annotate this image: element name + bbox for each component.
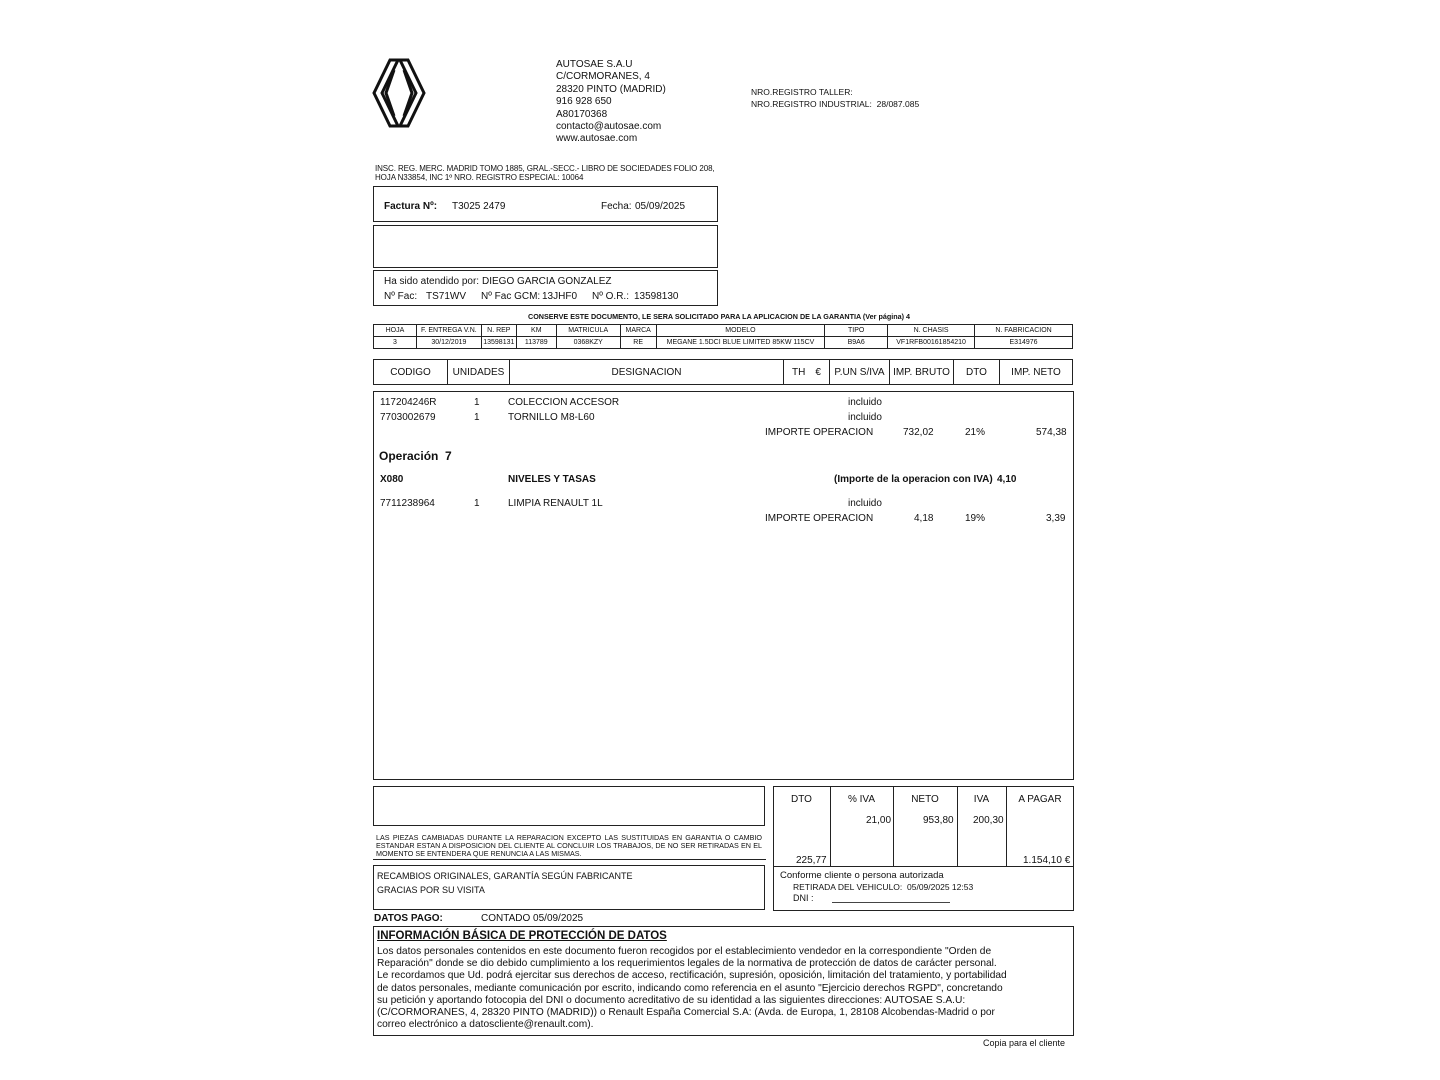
x080-value: 4,10 (997, 474, 1017, 485)
item-desc: LIMPIA RENAULT 1L (508, 498, 603, 509)
x080-note: (Importe de la operacion con IVA) (834, 474, 993, 485)
item-column-headers (373, 359, 1073, 385)
vehicle-value: E314976 (975, 337, 1073, 349)
pago-value: CONTADO 05/09/2025 (481, 913, 584, 924)
importe-operacion-neto: 3,39 (1046, 513, 1066, 524)
renault-logo (372, 58, 426, 128)
recambios-text: RECAMBIOS ORIGINALES, GARANTÍA SEGÚN FABRICANTE (377, 871, 633, 881)
retirada-value: 05/09/2025 12:53 (907, 882, 974, 892)
company-name: AUTOSAE S.A.U (556, 59, 633, 70)
blank-box (373, 225, 718, 268)
item-price: incluido (848, 498, 882, 509)
nor-value: 13598130 (634, 291, 679, 302)
conforme-box (773, 866, 1074, 911)
summary-neto: 953,80 (923, 815, 954, 826)
vehicle-value: RE (620, 337, 656, 349)
privacy-text (377, 946, 1007, 1031)
privacy-line: correo electrónico a datoscliente@renault.com). (377, 1019, 594, 1031)
item-desc: TORNILLO M8-L60 (508, 412, 595, 423)
vehicle-value: 13598131 (481, 337, 516, 349)
x080-code: X080 (380, 474, 404, 485)
operacion-title (379, 449, 452, 463)
registro-info (751, 86, 919, 110)
vehicle-header-row (374, 325, 1073, 337)
recambios-box (373, 865, 765, 910)
privacy-line: Los datos personales contenidos en este documento fueron recogidos por el establecimiento vendedor en la correspondiente "Orden de (377, 946, 992, 957)
piezas-note: LAS PIEZAS CAMBIADAS DURANTE LA REPARACION EXCEPTO LAS SUSTITUIDAS EN GARANTIA O CAMBIO ESTANDAR ESTAN A DISPOSICION DEL CLIENTE AL CONCLUIR LOS TRABAJOS, DE NO SER RETIRADAS EN EL MOMENTO SE ENTENDERA QUE RENUNCIA A LAS MISMAS. (376, 833, 762, 858)
nfac-gcm-value: 13JHF0 (542, 291, 578, 302)
fecha-label: Fecha: (601, 201, 632, 212)
vehicle-header: MARCA (620, 325, 656, 337)
item-code: 117204246R (380, 397, 437, 408)
nor-label: Nº O.R.: (592, 291, 629, 302)
vehicle-header: N. FABRICACION (975, 325, 1073, 337)
privacy-box (373, 926, 1074, 1036)
dni-label: DNI : (793, 893, 814, 903)
vehicle-value: 3 (374, 337, 417, 349)
privacy-line: de datos personales, mediante comunicación por escrito, indicando como referencia en el asunto "Ejercicio derechos RGPD", concretando (377, 982, 1003, 994)
item-price: incluido (848, 412, 882, 423)
importe-operacion-dto: 21% (965, 427, 986, 438)
importe-operacion-neto: 574,38 (1036, 427, 1067, 438)
summary-header: DTO (791, 793, 812, 805)
vehicle-header: MODELO (656, 325, 825, 337)
vehicle-value: B9A6 (825, 337, 888, 349)
vehicle-value: 113789 (516, 337, 556, 349)
importe-operacion-label: IMPORTE OPERACION (765, 427, 874, 438)
company-email: contacto@autosae.com (556, 121, 662, 133)
vehicle-header: MATRICULA (556, 325, 620, 337)
inscripcion-line-2: HOJA N33854, INC 1º NRO. REGISTRO ESPECIAL: 10064 (375, 173, 584, 182)
factura-box (373, 186, 718, 222)
company-info (556, 59, 666, 146)
factura-label: Factura Nº: (384, 201, 438, 212)
x080-desc: NIVELES Y TASAS (508, 474, 596, 485)
summary-iva: 200,30 (973, 815, 1004, 826)
col-bruto: IMP. BRUTO (890, 360, 954, 384)
vehicle-value: 0368KZY (556, 337, 620, 349)
gracias-text: GRACIAS POR SU VISITA (377, 885, 485, 895)
item-code: 7711238964 (380, 498, 435, 509)
summary-dto: 225,77 (796, 855, 827, 866)
inscripcion-registro (375, 164, 715, 182)
item-qty: 1 (474, 397, 480, 408)
nfac-gcm-label: Nº Fac GCM: (481, 291, 541, 302)
registro-industrial-value: 28/087.085 (876, 99, 920, 109)
col-unidades: UNIDADES (448, 360, 510, 384)
registro-industrial-label: NRO.REGISTRO INDUSTRIAL: (751, 99, 872, 109)
importe-operacion-bruto: 4,18 (914, 513, 934, 524)
item-code: 7703002679 (380, 412, 436, 423)
company-address-2: 28320 PINTO (MADRID) (556, 83, 666, 95)
item-price: incluido (848, 397, 882, 408)
atendido-box (373, 270, 718, 306)
importe-operacion-label: IMPORTE OPERACION (765, 513, 874, 524)
copia-label: Copia para el cliente (983, 1038, 1066, 1048)
col-th (784, 360, 830, 384)
vehicle-header: N. REP (481, 325, 516, 337)
importe-operacion-dto: 19% (965, 513, 986, 524)
items-body (373, 391, 1074, 780)
col-neto: IMP. NETO (1011, 366, 1061, 378)
vehicle-value: 30/12/2019 (416, 337, 481, 349)
privacy-line: (C/CORMORANES, 4, 28320 PINTO (MADRID)) o Renault España Comercial S.A: (Avda. de Europa, 1, 28108 Alcobendas-Madrid o por (377, 1007, 995, 1019)
col-pun: P.UN S/IVA (830, 360, 890, 384)
item-qty: 1 (474, 412, 480, 423)
vehicle-header: KM (516, 325, 556, 337)
nfac-value: TS71WV (426, 291, 467, 302)
dni-signature-line (832, 902, 950, 903)
retirada-label: RETIRADA DEL VEHICULO: (793, 882, 903, 892)
garantia-note: CONSERVE ESTE DOCUMENTO, LE SERA SOLICITADO PARA LA APLICACION DE LA GARANTIA (Ver página) 4 (528, 312, 911, 321)
col-dto: DTO (954, 360, 1000, 384)
col-designacion: DESIGNACION (510, 360, 784, 384)
summary-header: % IVA (847, 793, 876, 805)
inscripcion-line-1: INSC. REG. MERC. MADRID TOMO 1885, GRAL.-SECC.- LIBRO DE SOCIEDADES FOLIO 208, (375, 164, 715, 173)
operacion-number: 7 (445, 449, 452, 463)
privacy-line: Le recordamos que Ud. podrá ejercitar sus derechos de acceso, rectificación, supresión, oposición, limitación del tratamiento, y portabilidad (377, 970, 1007, 982)
factura-number: T3025 2479 (452, 201, 506, 212)
vehicle-header: N. CHASIS (888, 325, 975, 337)
privacy-line: Reparación" donde se dio debido cumplimiento a los requerimientos legales de la normativa de protección de datos de carácter personal. (377, 958, 997, 970)
vehicle-header: TIPO (825, 325, 888, 337)
item-desc: COLECCION ACCESOR (508, 397, 620, 408)
summary-pct-iva: 21,00 (866, 815, 892, 826)
retirada-line (793, 882, 973, 892)
company-phone: 916 928 650 (556, 96, 612, 108)
vehicle-value: VF1RFB00161854210 (888, 337, 975, 349)
vehicle-value: MEGANE 1.5DCI BLUE LIMITED 85KW 115CV (656, 337, 825, 349)
company-web: www.autosae.com (556, 133, 638, 145)
operacion-label: Operación (379, 449, 439, 463)
col-codigo: CODIGO (374, 360, 448, 384)
summary-header: NETO (911, 793, 939, 805)
nfac-label: Nº Fac: (384, 291, 418, 302)
conforme-title: Conforme cliente o persona autorizada (780, 870, 944, 881)
importe-operacion-bruto: 732,02 (903, 427, 934, 438)
atendido-name: DIEGO GARCIA GONZALEZ (482, 276, 612, 287)
summary-header: A PAGAR (1018, 793, 1062, 805)
notes-blank-box (373, 786, 765, 826)
privacy-line: su petición y aportando fotocopia del DNI o documento acreditativo de su identidad a las siguientes direcciones: AUTOSAE S.A.U: (377, 994, 966, 1006)
company-cif: A80170368 (556, 108, 608, 120)
divider (373, 859, 766, 860)
privacy-title: INFORMACIÓN BÁSICA DE PROTECCIÓN DE DATOS (377, 930, 667, 942)
pago-label: DATOS PAGO: (374, 913, 443, 924)
fecha-value: 05/09/2025 (635, 201, 686, 212)
vehicle-table (373, 324, 1073, 349)
vehicle-header: F. ENTREGA V.N. (416, 325, 481, 337)
summary-header: IVA (973, 793, 990, 805)
summary-a-pagar: 1.154,10 € (1023, 855, 1071, 866)
item-qty: 1 (474, 498, 480, 509)
company-address-1: C/CORMORANES, 4 (556, 71, 650, 83)
vehicle-value-row (374, 337, 1073, 349)
registro-taller-label: NRO.REGISTRO TALLER: (751, 87, 853, 97)
col-currency: € (815, 366, 821, 378)
vehicle-header: HOJA (374, 325, 417, 337)
col-th-label: TH (792, 366, 806, 378)
atendido-label: Ha sido atendido por: (384, 276, 480, 287)
